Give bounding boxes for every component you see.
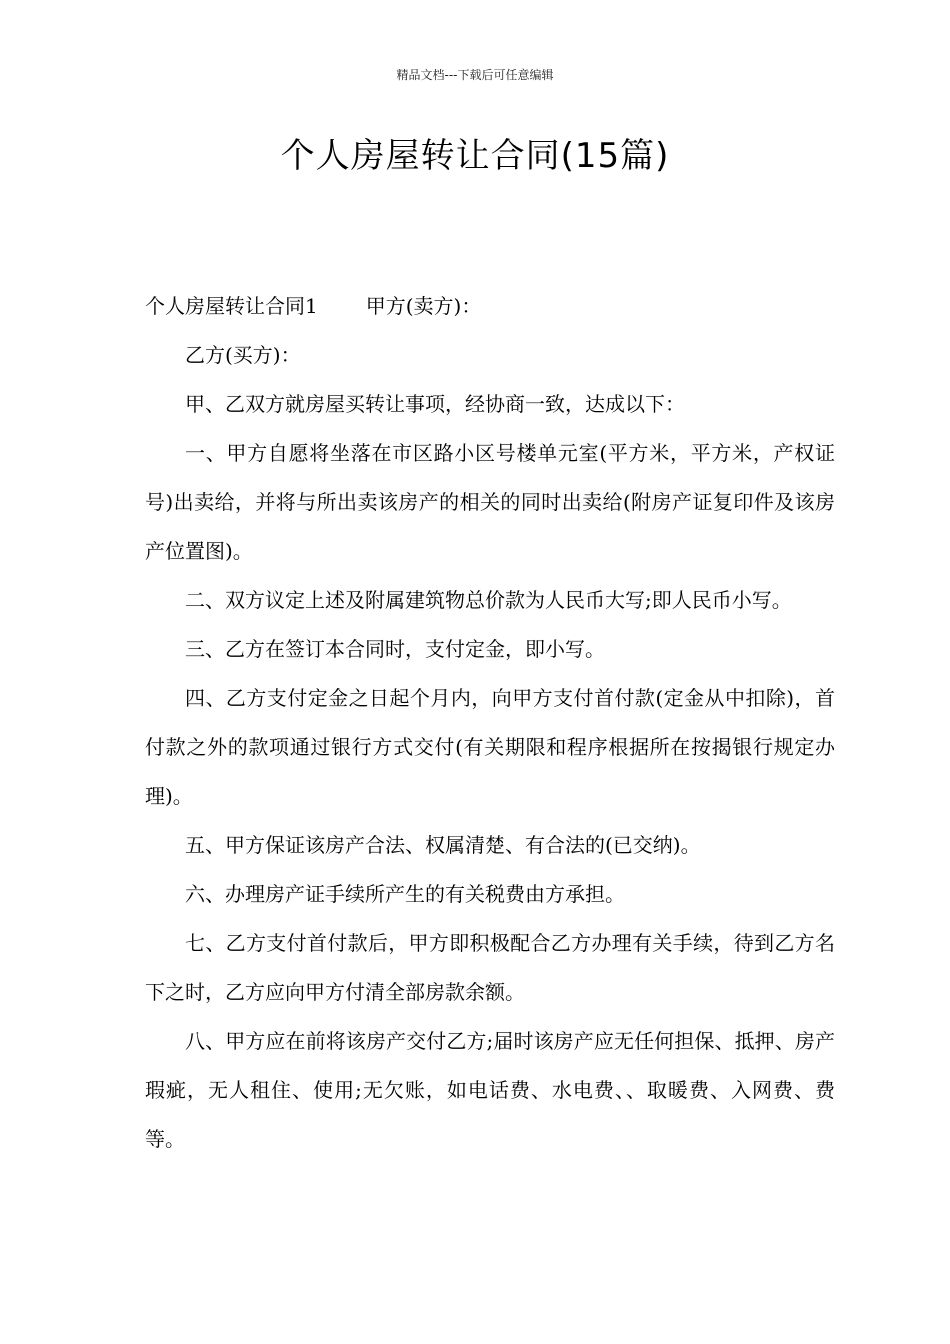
header-note: 精品文档---下载后可任意编辑	[396, 68, 554, 82]
document-body	[145, 282, 835, 1164]
document-title: 个人房屋转让合同(15篇)	[280, 136, 670, 176]
clause-2: 二、双方议定上述及附属建筑物总价款为人民币大写;即人民币小写。	[185, 588, 792, 612]
clause-8: 八、甲方应在前将该房产交付乙方;届时该房产应无任何担保、抵押、房产瑕疵，无人租住、使用;无欠账，如电话费、水电费、、取暖费、入网费、费等。	[145, 1029, 835, 1151]
clause-3: 三、乙方在签订本合同时，支付定金，即小写。	[185, 637, 605, 661]
clause-5: 五、甲方保证该房产合法、权属清楚、有合法的(已交纳)。	[185, 833, 701, 857]
buyer-line: 乙方(买方)：	[185, 343, 301, 367]
clause-4: 四、乙方支付定金之日起个月内，向甲方支付首付款(定金从中扣除)，首付款之外的款项通过银行方式交付(有关期限和程序根据所在按揭银行规定办理)。	[145, 686, 835, 808]
agreement-intro: 甲、乙双方就房屋买转让事项，经协商一致，达成以下：	[185, 392, 685, 416]
intro-line	[145, 282, 835, 331]
clause-6: 六、办理房产证手续所产生的有关税费由方承担。	[185, 882, 625, 906]
seller-label: 甲方(卖方)：	[365, 294, 482, 318]
contract-label: 个人房屋转让合同1	[145, 294, 318, 318]
clause-7: 七、乙方支付首付款后，甲方即积极配合乙方办理有关手续，待到乙方名下之时，乙方应向甲方付清全部房款余额。	[145, 931, 835, 1004]
clause-1: 一、甲方自愿将坐落在市区路小区号楼单元室(平方米，平方米，产权证号)出卖给，并将与所出卖该房产的相关的同时出卖给(附房产证复印件及该房产位置图)。	[145, 441, 835, 563]
